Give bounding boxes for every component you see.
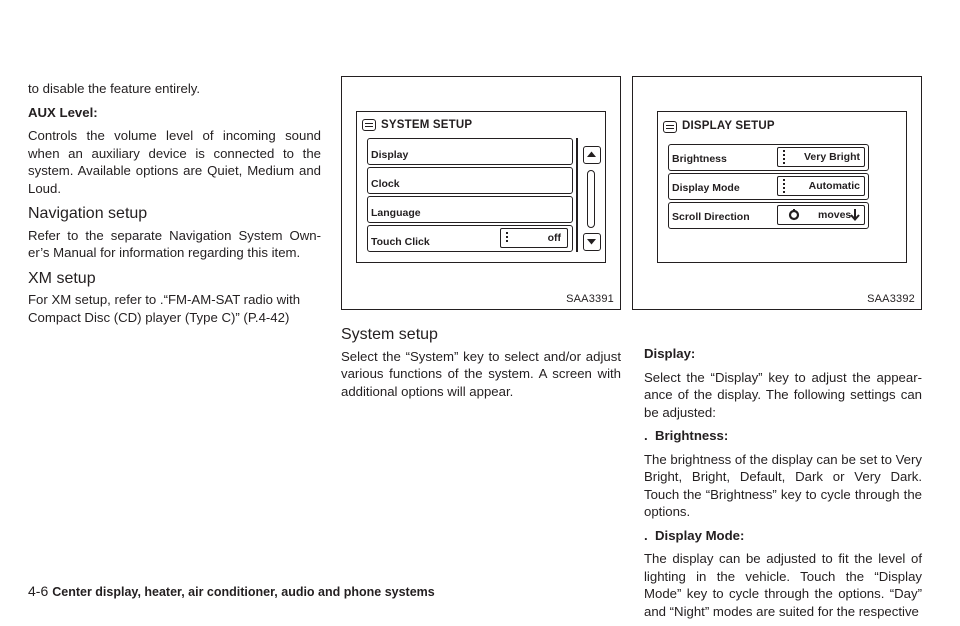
clock-key[interactable] xyxy=(367,167,573,194)
right-column xyxy=(644,345,922,626)
brightness-text: The brightness of the display can be set to Very Bright, Bright, Default, Dark or Very Dark. Touch the “Brightness” key to cycle through the options. xyxy=(644,451,922,519)
setup-title-icon xyxy=(663,121,677,133)
scroll-direction-key-label: Scroll Direction xyxy=(672,211,750,223)
display-mode-bullet: . Display Mode: xyxy=(644,527,745,543)
aux-level-heading: AUX Level: xyxy=(28,104,98,120)
display-heading: Display: xyxy=(644,346,696,361)
display-mode-value-box xyxy=(777,176,865,196)
touch-click-key-label: Touch Click xyxy=(371,236,430,248)
display-key[interactable] xyxy=(367,138,573,165)
scroll-direction-key[interactable] xyxy=(668,202,869,229)
brightness-bullet-label: Brightness: xyxy=(655,428,729,443)
touch-click-key[interactable] xyxy=(367,225,573,252)
toggle-indicator-icon xyxy=(506,232,508,244)
clock-key-label: Clock xyxy=(371,178,400,190)
system-setup-heading: System setup xyxy=(341,326,438,343)
language-key[interactable] xyxy=(367,196,573,223)
page-footer xyxy=(28,583,435,599)
scroll-thumb[interactable] xyxy=(587,170,595,228)
display-setup-title: DISPLAY SETUP xyxy=(682,120,775,132)
display-setup-screen xyxy=(657,111,907,263)
figure-code-saa3391: SAA3391 xyxy=(566,293,614,305)
system-setup-screen xyxy=(356,111,606,263)
display-mode-key-label: Display Mode xyxy=(672,182,740,194)
brightness-bullet: . Brightness: xyxy=(644,428,729,443)
touch-click-value: off xyxy=(547,232,561,244)
figure-code-saa3392: SAA3392 xyxy=(867,293,915,305)
footer-title: Center display, heater, air conditioner, audio and phone systems xyxy=(52,585,435,599)
display-text: Select the “Display” key to adjust the appear- ance of the display. The following settings can be adjusted: xyxy=(644,369,922,420)
figure-display-setup xyxy=(632,76,922,310)
scroll-up-button[interactable] xyxy=(583,146,601,164)
level-indicator-icon xyxy=(783,150,785,166)
navigation-setup-text: Refer to the separate Navigation System Own- er’s Manual for information regarding this item. xyxy=(28,227,321,260)
navigation-setup-heading: Navigation setup xyxy=(28,205,148,222)
xm-setup-heading: XM setup xyxy=(28,269,96,287)
brightness-key-label: Brightness xyxy=(672,153,727,165)
xm-setup-text: For XM setup, refer to .“FM-AM-SAT radio with Compact Disc (CD) player (Type C)” (P.4-42) xyxy=(28,292,301,325)
dial-icon xyxy=(788,209,800,221)
display-mode-text: The display can be adjusted to fit the level of lighting in the vehicle. Touch the “Display Mode” key to cycle through the options. “Day” and “Night” modes are suited for the respective xyxy=(644,551,922,619)
system-setup-text: Select the “System” key to select and/or adjust various functions of the system. A screen with additional options will appear. xyxy=(341,348,621,399)
scroll-direction-value-box xyxy=(777,205,865,225)
language-key-label: Language xyxy=(371,207,421,219)
intro-text: to disable the feature entirely. xyxy=(28,81,201,96)
brightness-value-box xyxy=(777,147,865,167)
setup-title-icon xyxy=(362,119,376,131)
display-mode-bullet-label: Display Mode: xyxy=(655,527,745,543)
aux-level-text: Controls the volume level of incoming sound when an auxiliary device is connected to the system. Available options are Quiet, Medium and Loud. xyxy=(28,128,321,196)
brightness-value: Very Bright xyxy=(803,151,860,163)
mode-indicator-icon xyxy=(783,179,785,195)
page-number: 4-6 xyxy=(28,583,49,599)
display-mode-value: Automatic xyxy=(808,180,860,192)
scroll-down-button[interactable] xyxy=(583,233,601,251)
arrow-down-icon xyxy=(850,209,860,221)
system-setup-title: SYSTEM SETUP xyxy=(381,119,473,131)
middle-column xyxy=(341,318,621,406)
display-key-label: Display xyxy=(371,149,409,161)
figure-system-setup xyxy=(341,76,621,310)
arrow-up-icon xyxy=(584,147,599,162)
display-mode-key[interactable] xyxy=(668,173,869,200)
scrollbar[interactable] xyxy=(576,138,578,252)
arrow-down-icon xyxy=(584,234,599,249)
touch-click-value-box xyxy=(500,228,568,248)
scroll-direction-value: moves xyxy=(818,209,852,221)
brightness-key[interactable] xyxy=(668,144,869,171)
left-column xyxy=(28,80,321,332)
